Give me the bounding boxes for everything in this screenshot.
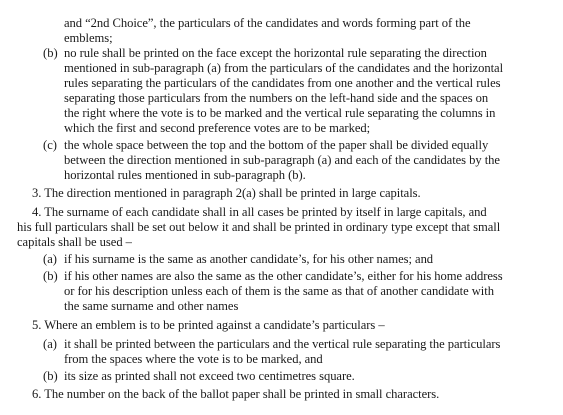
subparagraph-label: (a) — [43, 252, 57, 266]
subparagraph-label: (c) — [43, 138, 57, 152]
text-line: its size as printed shall not exceed two centimetres square. — [64, 369, 355, 383]
text-line: from the spaces where the vote is to be marked, and — [64, 352, 323, 366]
text-line: emblems; — [64, 31, 113, 45]
paragraph-3: 3. The direction mentioned in paragraph 2(a) shall be printed in large capitals. — [32, 186, 421, 200]
subparagraph-label: (b) — [43, 46, 58, 60]
paragraph-6: 6. The number on the back of the ballot paper shall be printed in small characters. — [32, 387, 440, 401]
text-line: between the direction mentioned in sub-paragraph (a) and each of the candidates by the — [64, 153, 500, 167]
text-line: his full particulars shall be set out below it and shall be printed in ordinary type except that small — [17, 220, 501, 234]
text-line: if his surname is the same as another candidate’s, for his other names; and — [64, 252, 434, 266]
text-line: horizontal rules mentioned in sub-paragraph (b). — [64, 168, 306, 182]
text-line: separating those particulars from the numbers on the left-hand side and the spaces on — [64, 91, 489, 105]
text-line: the right where the vote is to be marked and the vertical rule separating the columns in — [64, 106, 496, 120]
subparagraph-label: (b) — [43, 369, 58, 383]
subparagraph-label: (a) — [43, 337, 57, 351]
text-line: if his other names are also the same as the other candidate’s, either for his home address — [64, 269, 503, 283]
text-line: rules separating the particulars of the candidates from one another and the vertical rules — [64, 76, 501, 90]
paragraph-5: 5. Where an emblem is to be printed against a candidate’s particulars – — [32, 318, 385, 332]
text-line: or for his description unless each of them is the same as that of another candidate with — [64, 284, 494, 298]
text-line: capitals shall be used – — [17, 235, 132, 249]
subparagraph-label: (b) — [43, 269, 58, 283]
text-line: no rule shall be printed on the face except the horizontal rule separating the direction — [64, 46, 487, 60]
paragraph-4: 4. The surname of each candidate shall in all cases be printed by itself in large capitals, and — [32, 205, 487, 219]
text-line: and “2nd Choice”, the particulars of the candidates and words forming part of the — [64, 16, 471, 30]
text-line: the whole space between the top and the bottom of the paper shall be divided equally — [64, 138, 489, 152]
text-line: the same surname and other names — [64, 299, 239, 313]
text-line: mentioned in sub-paragraph (a) from the particulars of the candidates and the horizontal — [64, 61, 504, 75]
text-line: it shall be printed between the particulars and the vertical rule separating the particulars — [64, 337, 501, 351]
text-line: which the first and second preference votes are to be marked; — [64, 121, 371, 135]
